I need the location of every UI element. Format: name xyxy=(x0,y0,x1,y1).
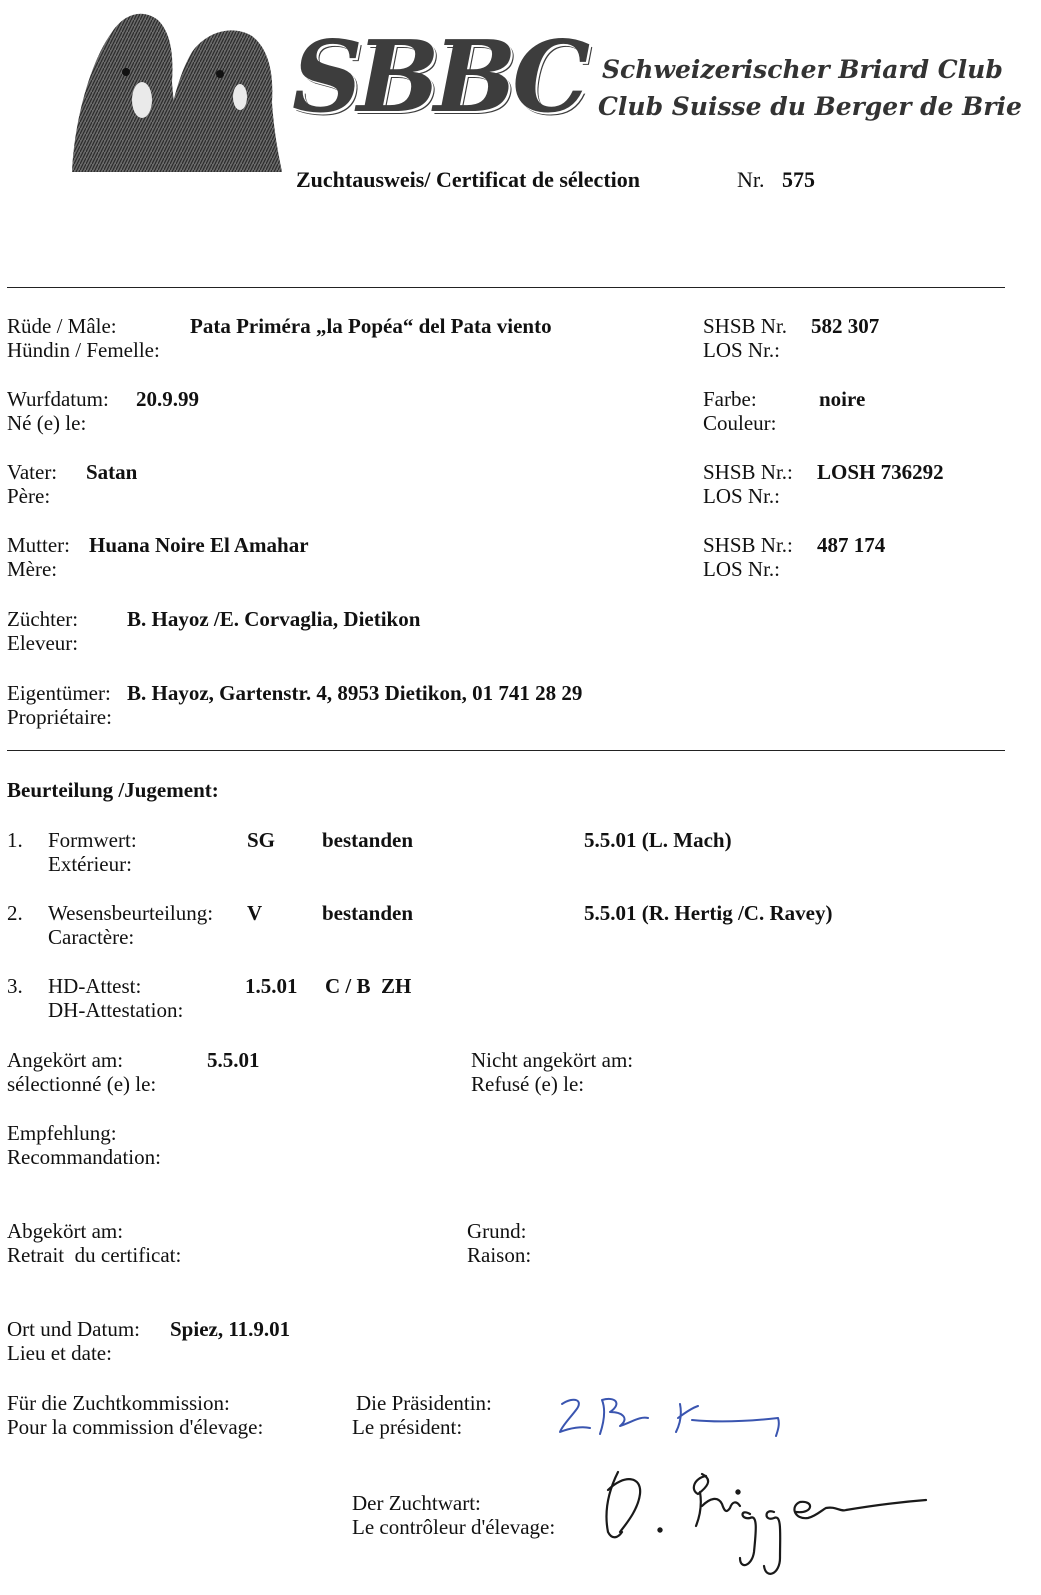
mother-los-label: LOS Nr.: xyxy=(703,557,781,581)
shsb-label: SHSB Nr. xyxy=(703,314,788,338)
father-los-label: LOS Nr.: xyxy=(703,484,781,508)
commission-label-fr: Pour la commission d'élevage: xyxy=(7,1415,264,1439)
birth-label: Wurfdatum: xyxy=(7,387,109,411)
judgement-num: 3. xyxy=(7,974,23,998)
father-value: Satan xyxy=(86,460,138,484)
club-name-fr: Club Suisse du Berger de Brie xyxy=(598,92,1022,121)
logo-text: SBBC xyxy=(292,20,585,135)
judgement-label-fr: DH-Attestation: xyxy=(48,998,184,1022)
place-label: Ort und Datum: xyxy=(7,1317,140,1341)
dog-name: Pata Priméra „la Popéa“ del Pata viento xyxy=(190,314,552,338)
color-label-fr: Couleur: xyxy=(703,411,777,435)
color-label: Farbe: xyxy=(703,387,757,411)
mother-shsb-label: SHSB Nr.: xyxy=(703,533,793,557)
color-value: noire xyxy=(819,387,866,411)
judgement-date: 5.5.01 (R. Hertig /C. Ravey) xyxy=(584,901,833,925)
male-label: Rüde / Mâle: xyxy=(7,314,117,338)
selected-label-fr: sélectionné (e) le: xyxy=(7,1072,157,1096)
mother-label-fr: Mère: xyxy=(7,557,58,581)
recommendation-label: Empfehlung: xyxy=(7,1121,117,1145)
judgement-result: bestanden xyxy=(322,901,414,925)
withdrawn-label: Abgekört am: xyxy=(7,1219,124,1243)
birth-value: 20.9.99 xyxy=(136,387,199,411)
judgement-label: Wesensbeurteilung: xyxy=(48,901,214,925)
judgement-grade: SG xyxy=(247,828,276,852)
breeder-value: B. Hayoz /E. Corvaglia, Dietikon xyxy=(127,607,421,631)
selected-label: Angekört am: xyxy=(7,1048,124,1072)
judgement-date: 5.5.01 (L. Mach) xyxy=(584,828,732,852)
owner-value: B. Hayoz, Gartenstr. 4, 8953 Dietikon, 01 741 28 29 xyxy=(127,681,583,705)
briard-dogs-logo xyxy=(62,2,284,178)
reason-label: Grund: xyxy=(467,1219,527,1243)
judgement-grade: V xyxy=(247,901,263,925)
mother-shsb-value: 487 174 xyxy=(817,533,886,557)
document-title: Zuchtausweis/ Certificat de sélection xyxy=(296,167,640,192)
place-value: Spiez, 11.9.01 xyxy=(170,1317,291,1341)
judgement-label-fr: Caractère: xyxy=(48,925,135,949)
breeder-label-fr: Eleveur: xyxy=(7,631,79,655)
commission-label: Für die Zuchtkommission: xyxy=(7,1391,230,1415)
selected-value: 5.5.01 xyxy=(207,1048,260,1072)
reason-label-fr: Raison: xyxy=(467,1243,532,1267)
father-label-fr: Père: xyxy=(7,484,51,508)
breeder-label: Züchter: xyxy=(7,607,79,631)
father-label: Vater: xyxy=(7,460,58,484)
father-shsb-label: SHSB Nr.: xyxy=(703,460,793,484)
female-label: Hündin / Femelle: xyxy=(7,338,160,362)
warden-signature xyxy=(590,1462,930,1590)
judgement-grade: 1.5.01 xyxy=(245,974,298,998)
judgement-result: bestanden xyxy=(322,828,414,852)
owner-label-fr: Propriétaire: xyxy=(7,705,112,729)
owner-label: Eigentümer: xyxy=(7,681,111,705)
certificate-nr-label: Nr. xyxy=(737,167,765,192)
refused-label-fr: Refusé (e) le: xyxy=(471,1072,585,1096)
warden-label-fr: Le contrôleur d'élevage: xyxy=(352,1515,556,1539)
club-name-de: Schweizerischer Briard Club xyxy=(602,55,1003,84)
mother-value: Huana Noire El Amahar xyxy=(89,533,309,557)
judgement-heading: Beurteilung /Jugement: xyxy=(7,778,219,802)
birth-label-fr: Né (e) le: xyxy=(7,411,87,435)
mother-label: Mutter: xyxy=(7,533,70,557)
shsb-value: 582 307 xyxy=(811,314,880,338)
refused-label: Nicht angekört am: xyxy=(471,1048,634,1072)
judgement-num: 2. xyxy=(7,901,23,925)
judgement-label-fr: Extérieur: xyxy=(48,852,132,876)
president-label: Die Präsidentin: xyxy=(356,1391,492,1415)
divider-top xyxy=(7,287,1005,288)
certificate-nr-value: 575 xyxy=(782,167,815,192)
father-shsb-value: LOSH 736292 xyxy=(817,460,944,484)
place-label-fr: Lieu et date: xyxy=(7,1341,112,1365)
judgement-label: Formwert: xyxy=(48,828,137,852)
judgement-label: HD-Attest: xyxy=(48,974,142,998)
warden-label: Der Zuchtwart: xyxy=(352,1491,481,1515)
withdrawn-label-fr: Retrait du certificat: xyxy=(7,1243,182,1267)
divider-middle xyxy=(7,750,1005,751)
judgement-result: C / B ZH xyxy=(325,974,412,998)
recommendation-label-fr: Recommandation: xyxy=(7,1145,161,1169)
president-label-fr: Le président: xyxy=(352,1415,463,1439)
president-signature xyxy=(552,1392,792,1442)
judgement-num: 1. xyxy=(7,828,23,852)
los-label: LOS Nr.: xyxy=(703,338,781,362)
